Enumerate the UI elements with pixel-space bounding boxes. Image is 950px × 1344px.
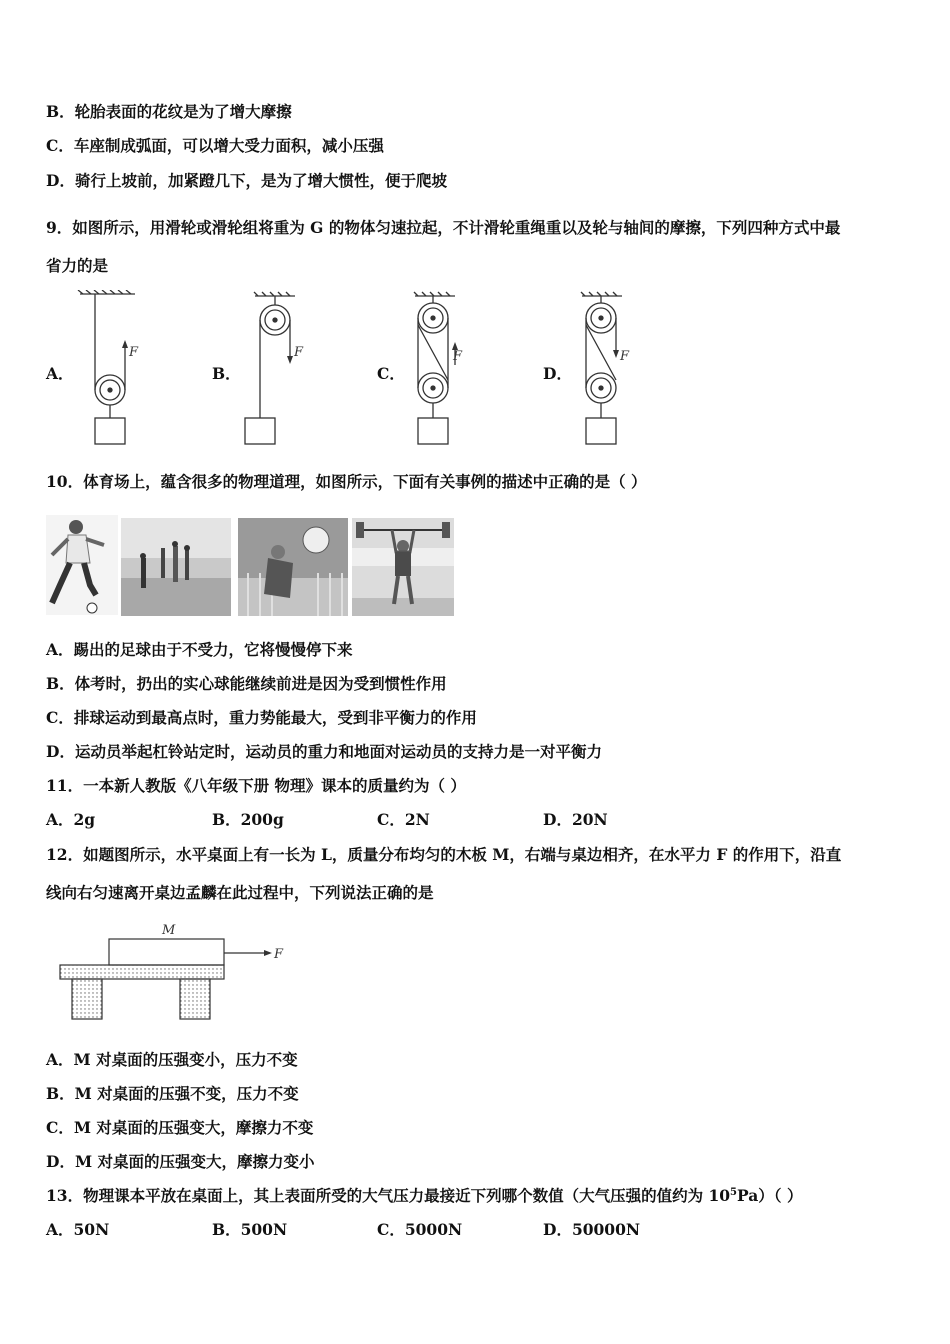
q11-stem: 11．一本新人教版《八年级下册 物理》课本的质量约为（ ） [46, 776, 466, 795]
q13-option-a: A．50N [46, 1220, 110, 1239]
shot-put-photo [121, 518, 231, 616]
board-on-table-figure [56, 920, 296, 1025]
q12-option-b: B．M 对桌面的压强不变，压力不变 [46, 1084, 299, 1103]
volleyball-photo [238, 518, 348, 616]
pulley-figure-a [75, 290, 155, 450]
q13-option-b: B．500N [212, 1220, 288, 1239]
q11-option-c: C．2N [377, 810, 430, 829]
force-label: F [129, 345, 139, 360]
q13-option-d: D．50000N [543, 1220, 641, 1239]
pulley-figure-b [240, 290, 320, 450]
pulley-figure-d [570, 290, 650, 450]
q8-option-c: C．车座制成弧面，可以增大受力面积，减小压强 [46, 136, 384, 155]
q10-option-a: A．踢出的足球由于不受力，它将慢慢停下来 [46, 640, 353, 659]
soccer-kick-photo [46, 515, 118, 615]
q8-option-b: B．轮胎表面的花纹是为了增大摩擦 [46, 102, 292, 121]
q9-option-d-label: D． [543, 364, 572, 383]
force-label: F [274, 947, 284, 962]
force-label: F [453, 349, 463, 364]
q12-option-a: A．M 对桌面的压强变小，压力不变 [46, 1050, 298, 1069]
q12-option-c: C．M 对桌面的压强变大，摩擦力不变 [46, 1118, 314, 1137]
q13-stem-post: Pa）（ ） [737, 1186, 803, 1205]
q9-option-b-label: B． [212, 364, 241, 383]
q10-option-b: B．体考时，扔出的实心球能继续前进是因为受到惯性作用 [46, 674, 447, 693]
q12-stem-line2: 线向右匀速离开桌边孟麟在此过程中，下列说法正确的是 [46, 883, 434, 902]
q13-option-c: C．5000N [377, 1220, 463, 1239]
q9-option-c-label: C． [377, 364, 405, 383]
board-label: M [162, 923, 176, 938]
q10-option-d: D．运动员举起杠铃站定时，运动员的重力和地面对运动员的支持力是一对平衡力 [46, 742, 602, 761]
q12-option-d: D．M 对桌面的压强变大，摩擦力变小 [46, 1152, 315, 1171]
q8-option-d: D．骑行上坡前，加紧蹬几下，是为了增大惯性，便于爬坡 [46, 171, 447, 190]
q11-option-b: B．200g [212, 810, 284, 829]
q12-stem-line1: 12．如题图所示，水平桌面上有一长为 L，质量分布均匀的木板 M，右端与桌边相齐，在水平力 F 的作用下，沿直 [46, 845, 842, 864]
weightlifting-photo [352, 518, 454, 616]
q9-stem-line1: 9．如图所示，用滑轮或滑轮组将重为 G 的物体匀速拉起，不计滑轮重绳重以及轮与轴间的摩擦，下列四种方式中最 [46, 218, 841, 237]
q11-option-a: A．2g [46, 810, 96, 829]
q10-stem: 10．体育场上，蕴含很多的物理道理，如图所示，下面有关事例的描述中正确的是（ ） [46, 472, 647, 491]
q10-option-c: C．排球运动到最高点时，重力势能最大，受到非平衡力的作用 [46, 708, 477, 727]
force-label: F [294, 345, 304, 360]
q11-option-d: D．20N [543, 810, 608, 829]
q13-stem-exponent: 5 [730, 1186, 738, 1198]
q9-stem-line2: 省力的是 [46, 256, 109, 275]
force-label: F [620, 349, 630, 364]
pulley-figure-c [405, 290, 485, 450]
q13-stem [46, 1186, 802, 1206]
q9-option-a-label: A． [46, 364, 74, 383]
q13-stem-pre: 13．物理课本平放在桌面上，其上表面所受的大气压力最接近下列哪个数值（大气压强的值约为 10 [46, 1186, 731, 1205]
